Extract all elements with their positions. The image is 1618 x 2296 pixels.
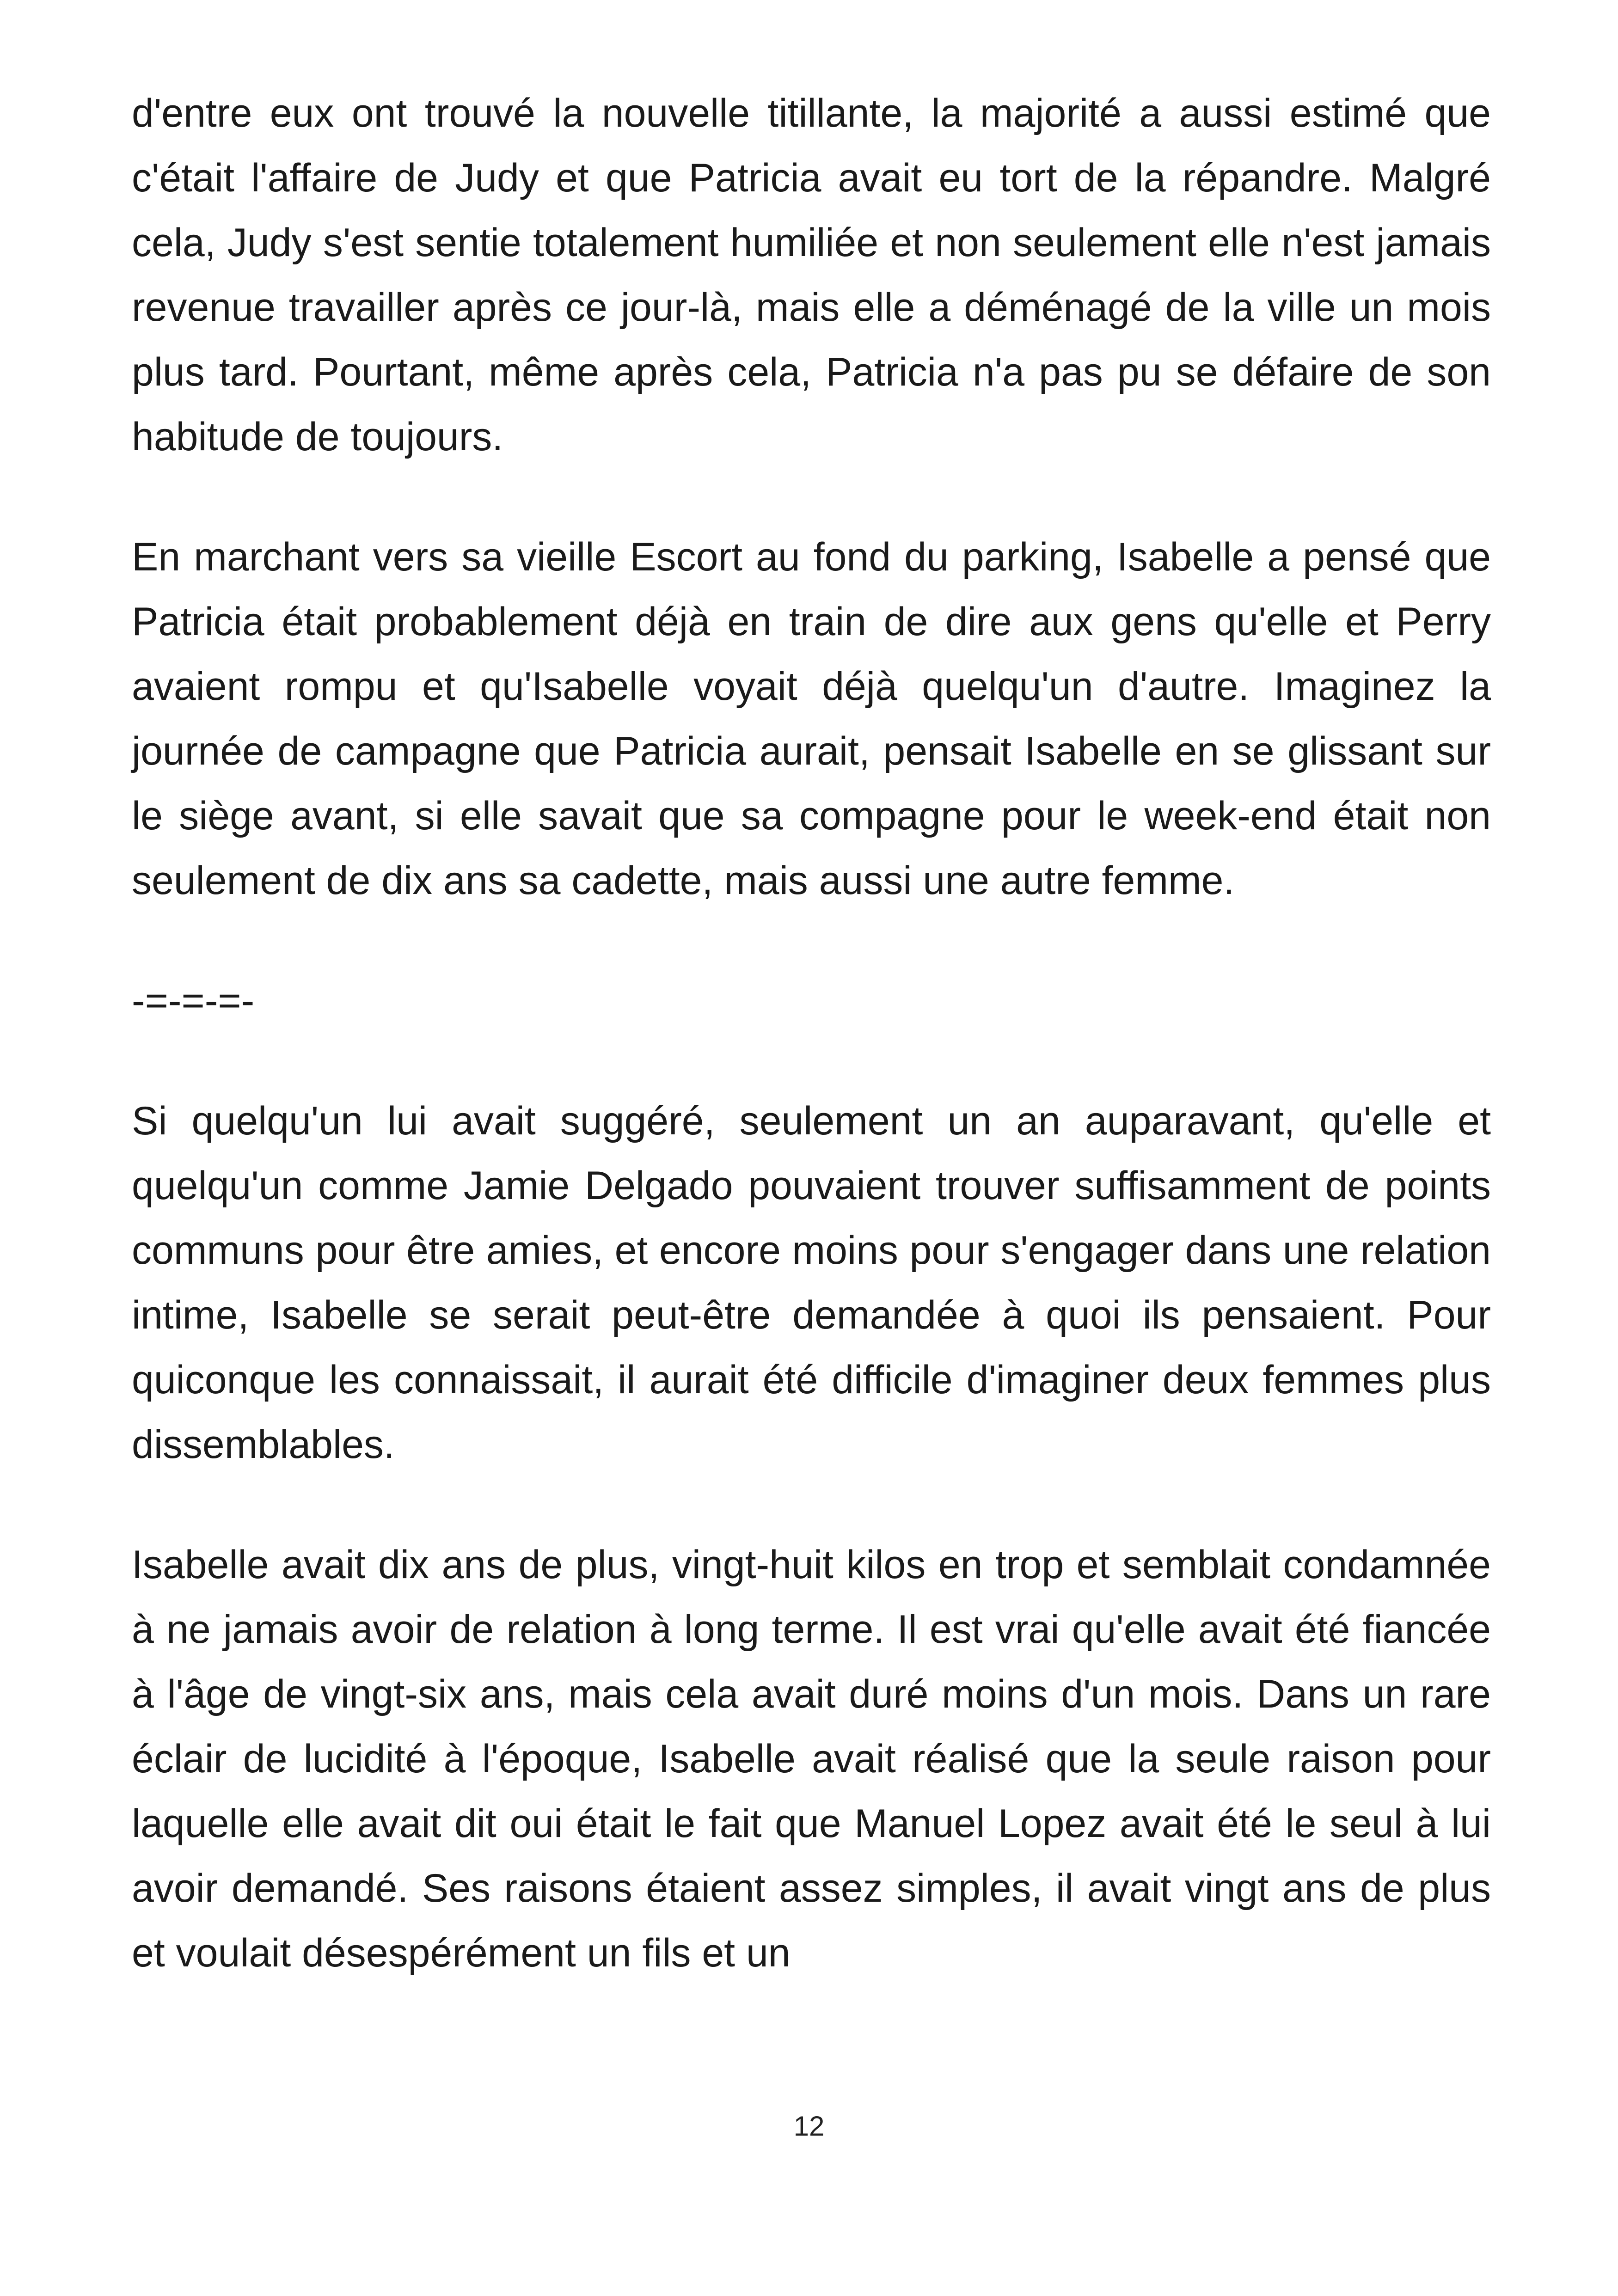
page-number: 12 xyxy=(793,2111,825,2142)
paragraph-2: En marchant vers sa vieille Escort au fond du parking, Isabelle a pensé que Patricia était probablement déjà en train de dire aux gens qu'elle et Perry avaient rompu et qu'Isabelle voyait déjà quelqu'un d'autre. Imaginez la journée de campagne que Patricia aurait, pensait Isabelle en se glissant sur le siège avant, si elle savait que sa compagne pour le week-end était non seulement de dix ans sa cadette, mais aussi une autre femme. xyxy=(132,535,1491,903)
paragraph-3: Si quelqu'un lui avait suggéré, seulement un an auparavant, qu'elle et quelqu'un comme Jamie Delgado pouvaient trouver suffisamment de points communs pour être amies, et encore moins pour s'engager dans une relation intime, Isabelle se serait peut-être demandée à quoi ils pensaient. Pour quiconque les connaissait, il aurait été difficile d'imaginer deux femmes plus dissemblables. xyxy=(132,1099,1491,1467)
body-text xyxy=(132,81,1491,2041)
scene-separator: -=-=-=- xyxy=(132,979,255,1023)
paragraph-4: Isabelle avait dix ans de plus, vingt-huit kilos en trop et semblait condamnée à ne jamais avoir de relation à long terme. Il est vrai qu'elle avait été fiancée à l'âge de vingt-six ans, mais cela avait duré moins d'un mois. Dans un rare éclair de lucidité à l'époque, Isabelle avait réalisé que la seule raison pour laquelle elle avait dit oui était le fait que Manuel Lopez avait été le seul à lui avoir demandé. Ses raisons étaient assez simples, il avait vingt ans de plus et voulait désespérément un fils et un xyxy=(132,1543,1491,1975)
paragraph-1: d'entre eux ont trouvé la nouvelle titillante, la majorité a aussi estimé que c'était l'affaire de Judy et que Patricia avait eu tort de la répandre. Malgré cela, Judy s'est sentie totalement humiliée et non seulement elle n'est jamais revenue travailler après ce jour-là, mais elle a déménagé de la ville un mois plus tard. Pourtant, même après cela, Patricia n'a pas pu se défaire de son habitude de toujours. xyxy=(132,91,1491,459)
